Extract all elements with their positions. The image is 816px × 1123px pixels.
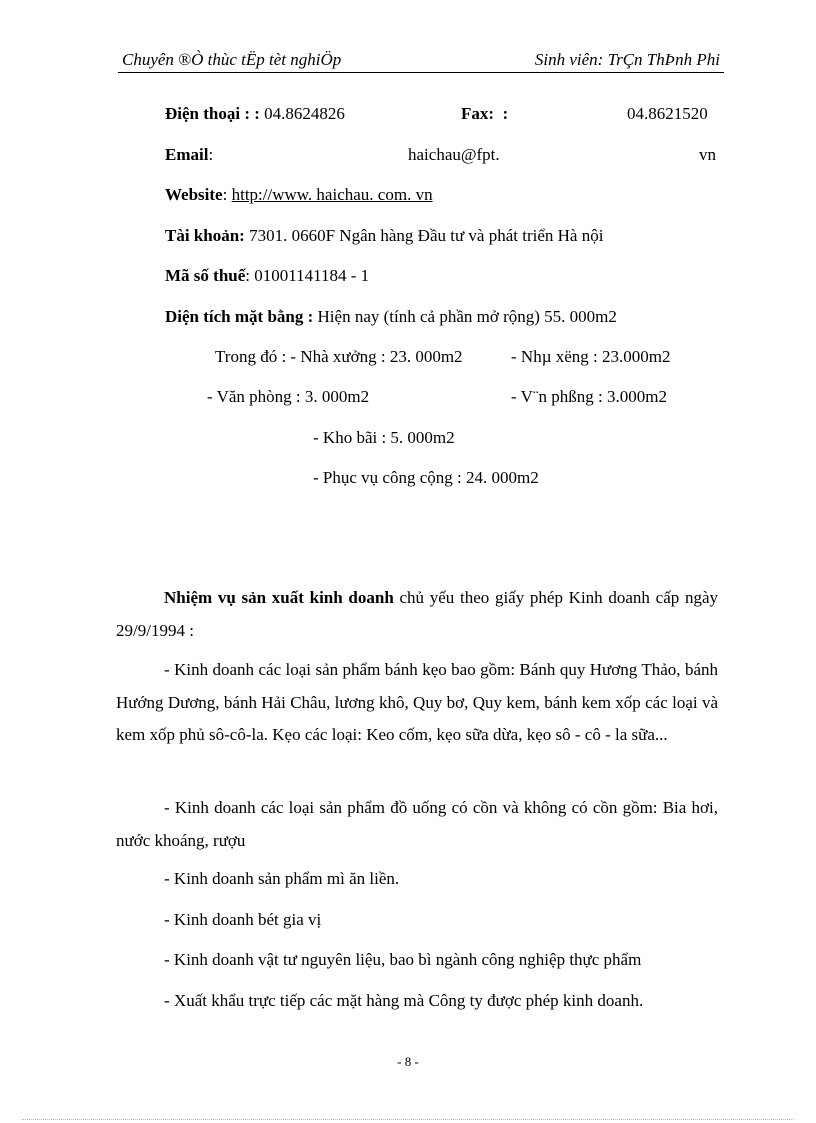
page-header: [118, 50, 724, 73]
email-colon: :: [208, 145, 214, 164]
task-item-1: [116, 654, 718, 752]
area-line: [165, 306, 617, 328]
fax-colon: :: [502, 104, 509, 123]
account-value: 7301. 0660F Ngân hàng Đầu tư và phát triển Hà nội: [249, 226, 604, 245]
website-colon: :: [222, 185, 228, 204]
header-left-title: Chuyên ®Ò thùc tËp tèt nghiÖp: [122, 50, 342, 69]
website-link[interactable]: http://www. haichau. com. vn: [231, 185, 433, 204]
website-line: [165, 184, 433, 206]
task-item-2-text: - Kinh doanh các loại sản phẩm đồ uống có cồn và không có cồn gồm: Bia hơi, nước khoáng, rượu: [116, 798, 718, 850]
area-value: Hiện nay (tính cả phần mở rộng) 55. 000m2: [317, 307, 617, 326]
area-row2-left: - Văn phòng : 3. 000m2: [207, 387, 370, 406]
area-row1-left: Trong đó : - Nhà xưởng : 23. 000m2: [215, 347, 463, 366]
page-bottom-divider: [22, 1119, 794, 1120]
tasks-intro-rest: chủ yếu theo giấy phép Kinh doanh cấp ngày 29/9/1994 :: [116, 588, 718, 640]
task-item-3: [116, 863, 718, 896]
tax-line: [165, 265, 369, 287]
email-user: haichau@fpt.: [408, 145, 500, 164]
account-label: Tài khoản:: [165, 226, 245, 245]
tasks-intro-bold: Nhiệm vụ sản xuất kinh doanh: [164, 588, 394, 607]
phone-value: 04.8624826: [264, 104, 345, 123]
page-number: - 8 -: [397, 1054, 419, 1069]
task-item-2: [116, 792, 718, 857]
tax-value: : 01001141184 - 1: [245, 266, 370, 285]
email-label: Email: [165, 145, 209, 164]
area-label: Diện tích mặt bằng :: [165, 307, 314, 326]
header-right-author: Sinh viên: TrÇn ThÞnh Phi: [534, 50, 720, 69]
tasks-intro: [116, 582, 718, 647]
task-item-6-text: - Xuất khẩu trực tiếp các mặt hàng mà Công ty được phép kinh doanh.: [164, 991, 644, 1010]
task-item-1-text: - Kinh doanh các loại sản phẩm bánh kẹo bao gồm: Bánh quy Hương Thảo, bánh Hướng Dương, bánh Hải Châu, lương khô, Quy bơ, Quy kem, bánh kem xốp các loại và kem xốp phủ sô-cô-la. Kẹo các loại: Keo cốm, kẹo sữa dừa, kẹo sô - cô - la sữa...: [116, 660, 718, 744]
email-tld: vn: [699, 145, 716, 164]
task-item-5: [116, 944, 718, 977]
task-item-6: [116, 985, 718, 1018]
account-line: [165, 225, 603, 247]
fax-label-text: Fax:: [461, 104, 495, 123]
fax-label: [461, 103, 508, 125]
website-label: Website: [165, 185, 223, 204]
task-item-5-text: - Kinh doanh vật tư nguyên liệu, bao bì ngành công nghiệp thực phẩm: [164, 950, 642, 969]
phone-label: Điện thoại : :: [165, 104, 260, 123]
task-item-4-text: - Kinh doanh bét gia vị: [164, 910, 322, 929]
area-row2-right: - V¨n phßng : 3.000m2: [511, 387, 667, 406]
area-row4: - Phục vụ công cộng : 24. 000m2: [313, 468, 539, 487]
task-item-4: [116, 904, 718, 937]
phone-line: [165, 103, 345, 125]
task-item-3-text: - Kinh doanh sản phẩm mì ăn liền.: [164, 869, 400, 888]
fax-value: 04.8621520: [627, 104, 708, 123]
area-row1-right: - Nhµ xëng : 23.000m2: [511, 347, 671, 366]
email-line: [165, 144, 213, 166]
tax-label: Mã số thuế: [165, 266, 246, 285]
area-row3: - Kho bãi : 5. 000m2: [313, 428, 455, 447]
